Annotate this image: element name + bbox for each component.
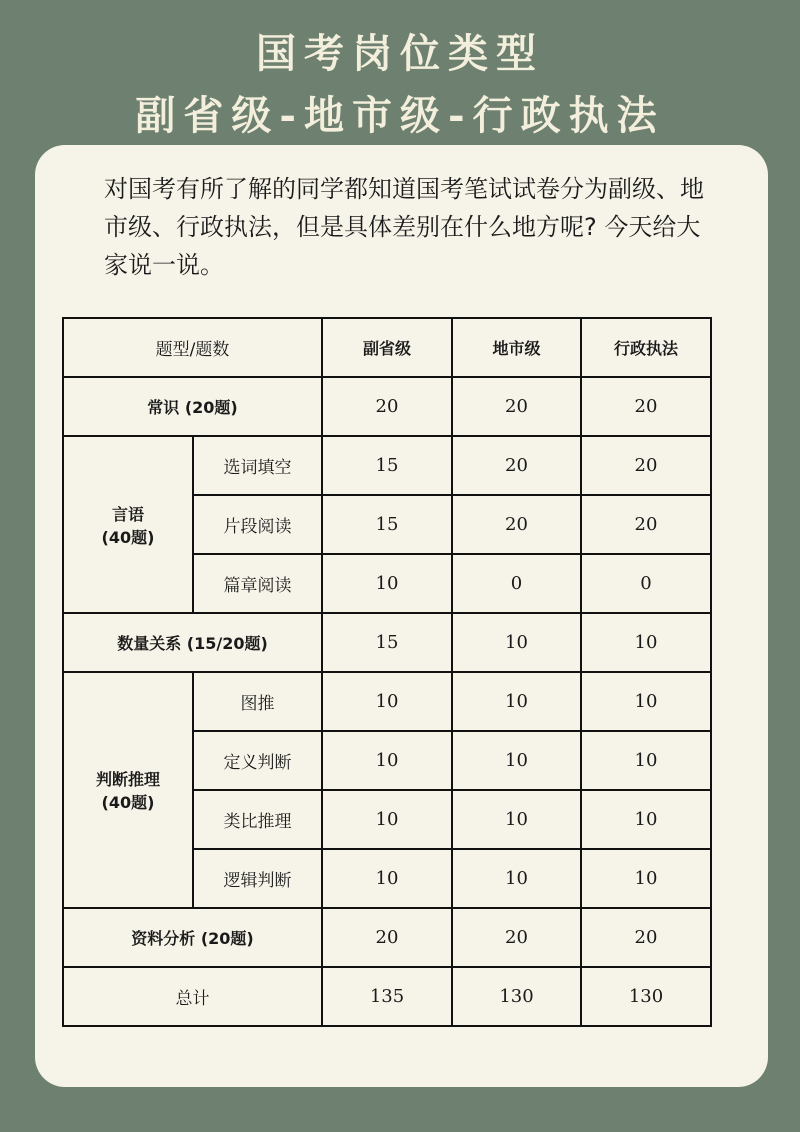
cell: 15 [322,495,452,554]
cell: 10 [581,731,711,790]
title-line-2: 副省级-地市级-行政执法 [135,92,665,139]
cell: 20 [581,495,711,554]
cell: 10 [581,790,711,849]
cell: 10 [581,672,711,731]
cell: 20 [581,377,711,436]
cell: 10 [581,613,711,672]
row-label: 定义判断 [193,731,322,790]
cell: 10 [322,790,452,849]
cell: 0 [452,554,581,613]
cell: 20 [581,908,711,967]
cell: 15 [322,436,452,495]
group-label-line: 言语 [111,504,144,524]
title-line-1: 国考岗位类型 [256,30,544,77]
cell: 10 [452,731,581,790]
row-label: 资料分析 (20题) [63,908,322,967]
header-xingzheng: 行政执法 [581,318,711,377]
header-type: 题型/题数 [63,318,322,377]
cell: 20 [581,436,711,495]
header-dishiji: 地市级 [452,318,581,377]
table-row [63,436,711,495]
table-total-row [63,967,711,1026]
row-label: 选词填空 [193,436,322,495]
cell: 20 [452,495,581,554]
table-row [63,613,711,672]
cell: 130 [452,967,581,1026]
cell: 10 [452,790,581,849]
table-row [63,377,711,436]
row-label: 数量关系 (15/20题) [63,613,322,672]
cell: 20 [322,908,452,967]
group-label-yanyu [63,436,193,613]
cell: 135 [322,967,452,1026]
group-label-line: (40题) [101,527,155,547]
table-row [63,672,711,731]
cell: 20 [322,377,452,436]
cell: 0 [581,554,711,613]
row-label: 常识 (20题) [63,377,322,436]
cell: 10 [452,849,581,908]
intro-text: 对国考有所了解的同学都知道国考笔试试卷分为副级、地市级、行政执法，但是具体差别在什么地方呢? 今天给大家说一说。 [104,175,704,279]
cell: 10 [322,731,452,790]
row-label: 篇章阅读 [193,554,322,613]
cell: 20 [452,436,581,495]
cell: 10 [581,849,711,908]
row-label: 类比推理 [193,790,322,849]
table-row [63,908,711,967]
cell: 15 [322,613,452,672]
table-header-row [63,318,711,377]
cell: 10 [322,554,452,613]
cell: 10 [452,672,581,731]
row-label: 总计 [63,967,322,1026]
header-fushengji: 副省级 [322,318,452,377]
cell: 130 [581,967,711,1026]
cell: 20 [452,908,581,967]
group-label-line: (40题) [101,793,155,812]
cell: 10 [322,849,452,908]
row-label: 片段阅读 [193,495,322,554]
exam-comparison-table [62,317,712,1027]
cell: 20 [452,377,581,436]
group-label-line: 判断推理 [95,770,160,789]
group-label-panduan [63,672,193,908]
row-label: 图推 [193,672,322,731]
row-label: 逻辑判断 [193,849,322,908]
cell: 10 [452,613,581,672]
cell: 10 [322,672,452,731]
